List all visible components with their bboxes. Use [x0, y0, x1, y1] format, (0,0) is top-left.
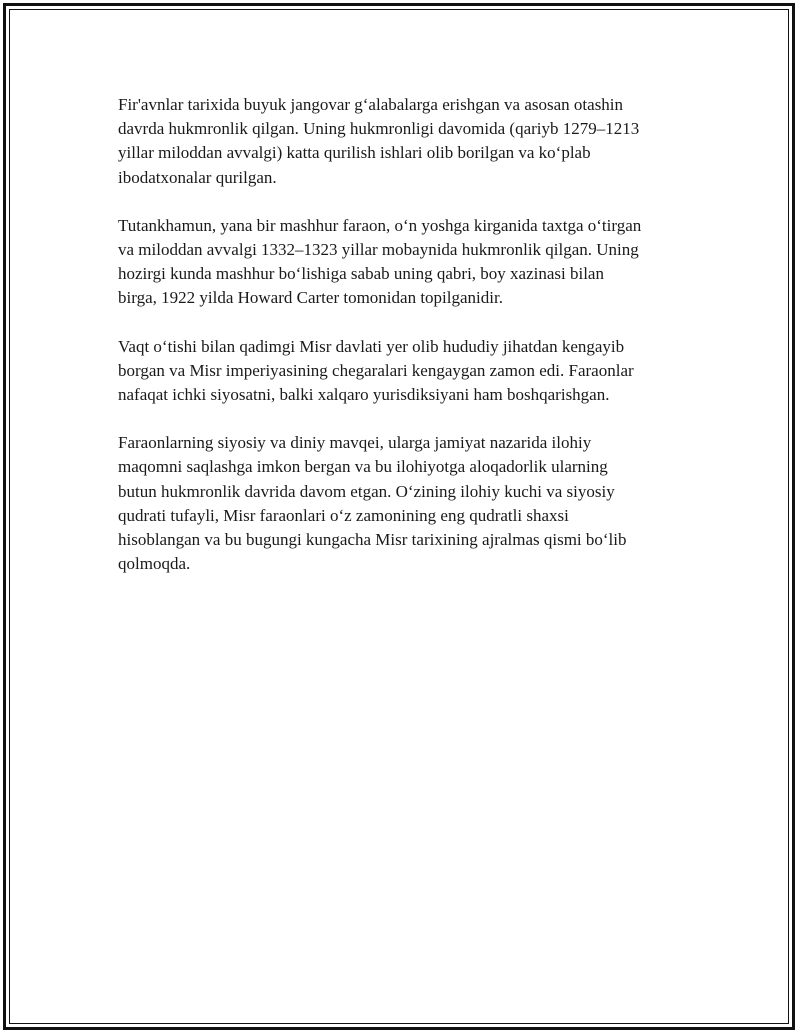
- document-body: [118, 93, 698, 600]
- paragraph-4: Faraonlarning siyosiy va diniy mavqei, ularga jamiyat nazarida ilohiy maqomni saqlashga imkon bergan va bu ilohiyotga aloqadorlik ularning butun hukmronlik davrida davom etgan. O‘zining ilohiy kuchi va siyosiy qudrati tufayli, Misr faraonlari o‘z zamonining eng qudratli shaxsi hisoblangan va bu bugungi kungacha Misr tarixining ajralmas qismi bo‘lib qolmoqda.: [118, 433, 627, 574]
- paragraph-1: Fir'avnlar tarixida buyuk jangovar g‘alabalarga erishgan va asosan otashin davrda hukmronlik qilgan. Uning hukmronligi davomida (qariyb 1279–1213 yillar miloddan avvalgi) katta qurilish ishlari olib borilgan va ko‘plab ibodatxonalar qurilgan.: [118, 95, 640, 187]
- paragraph-2: Tutankhamun, yana bir mashhur faraon, o‘n yoshga kirganida taxtga o‘tirgan va miloddan avvalgi 1332–1323 yillar mobaynida hukmronlik qilgan. Uning hozirgi kunda mashhur bo‘lishiga sabab uning qabri, boy xazinasi bilan birga, 1922 yilda Howard Carter tomonidan topilganidir.: [118, 215, 642, 308]
- paragraph-3: Vaqt o‘tishi bilan qadimgi Misr davlati yer olib hududiy jihatdan kengayib borgan va Misr imperiyasining chegaralari kengaygan zamon edi. Faraonlar nafaqat ichki siyosatni, balki xalqaro yurisdiksiyani ham boshqarishgan.: [118, 336, 634, 405]
